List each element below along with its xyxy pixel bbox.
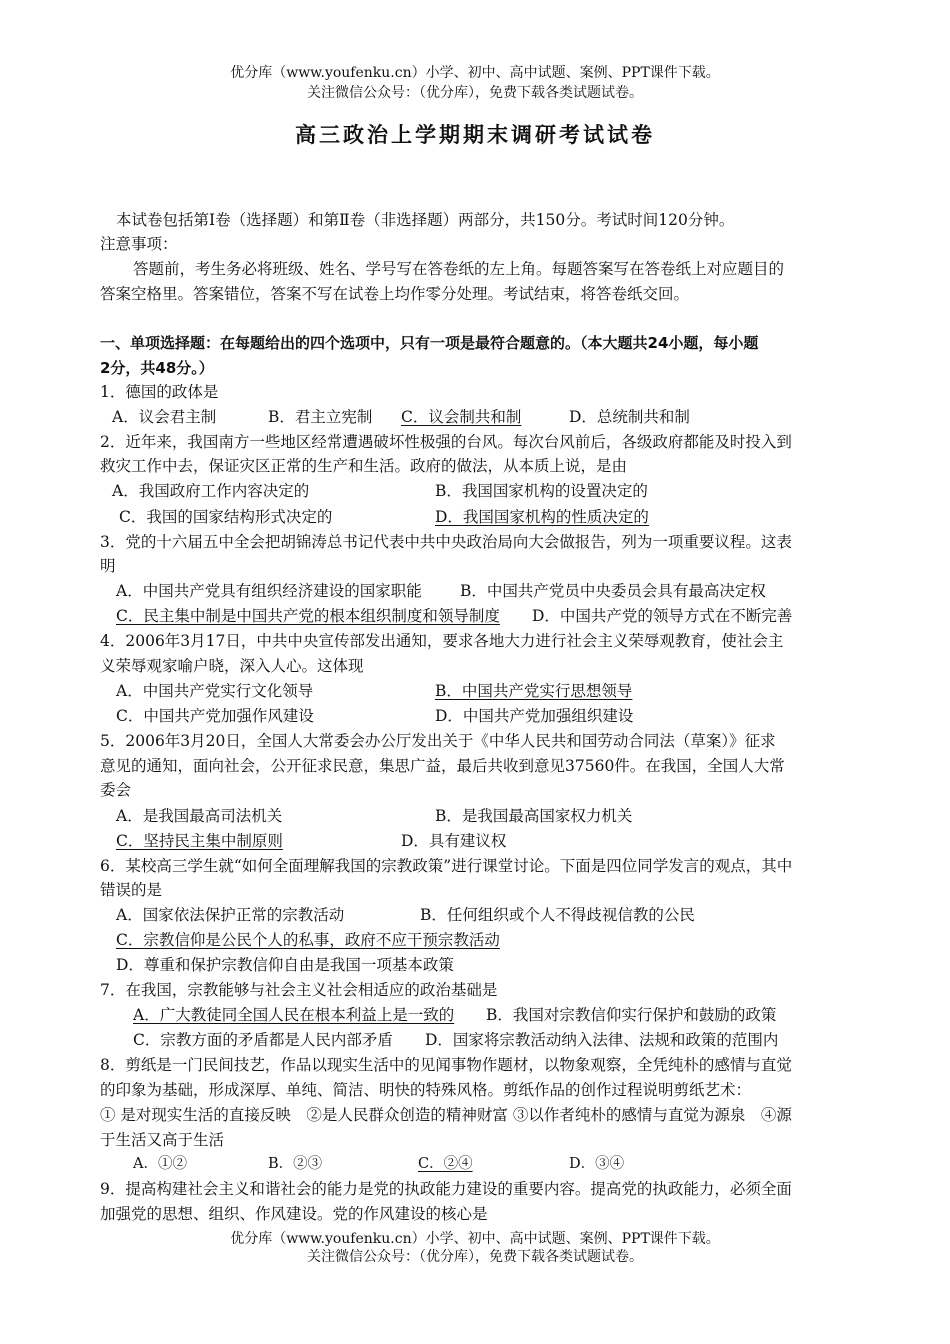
notes-label: 注意事项： [100,235,178,253]
question-1-option-c: C．议会制共和制 [401,408,522,426]
question-2-option-a: A．我国政府工作内容决定的 [112,482,310,500]
page-title: 高三政治上学期期末调研考试试卷 [295,122,655,147]
header-line-1: 优分库（www.youfenku.cn）小学、初中、高中试题、案例、PPT课件下载。 [230,65,720,81]
question-2-option-c: C．我国的国家结构形式决定的 [119,508,333,526]
question-9-stem-1: 9．提高构建社会主义和谐社会的能力是党的执政能力建设的重要内容。提高党的执政能力，必须全面 [100,1180,792,1198]
question-1-option-a: A．议会君主制 [112,408,217,426]
question-7-option-c: C．宗教方面的矛盾都是人民内部矛盾 [133,1031,393,1049]
note-line-2: 答案空格里。答案错位，答案不写在试卷上均作零分处理。考试结束，将答卷纸交回。 [100,285,690,303]
question-3-option-d: D．中国共产党的领导方式在不断完善 [532,607,793,625]
question-8-stem-4: 于生活又高于生活 [100,1131,225,1149]
intro-line: 本试卷包括第Ⅰ卷（选择题）和第Ⅱ卷（非选择题）两部分，共150分。考试时间120分钟。 [116,211,735,229]
question-5-option-a: A．是我国最高司法机关 [116,807,283,825]
question-5-stem-2: 意见的通知，面向社会，公开征求民意，集思广益，最后共收到意见37560件。在我国，全国人大常 [100,757,785,775]
question-1-option-b: B．君主立宪制 [268,408,373,426]
question-4-option-a: A．中国共产党实行文化领导 [116,682,314,700]
footer-line-1: 优分库（www.youfenku.cn）小学、初中、高中试题、案例、PPT课件下载。 [230,1231,720,1247]
question-8-stem-1: 8．剪纸是一门民间技艺，作品以现实生活中的见闻事物作题材，以物象观察，全凭纯朴的感情与直觉 [100,1056,792,1074]
question-6-option-b: B．任何组织或个人不得歧视信教的公民 [420,906,695,924]
header-line-2: 关注微信公众号：（优分库），免费下载各类试题试卷。 [307,85,643,101]
question-1-stem: 1．德国的政体是 [100,383,219,401]
question-4-option-b: B．中国共产党实行思想领导 [435,682,633,700]
question-3-option-a: A．中国共产党具有组织经济建设的国家职能 [116,582,422,600]
question-7-option-a: A．广大教徒同全国人民在根本利益上是一致的 [133,1006,455,1024]
question-5-stem-1: 5．2006年3月20日，全国人大常委会办公厅发出关于《中华人民共和国劳动合同法（草案）》征求 [100,732,776,750]
note-line-1: 答题前，考生务必将班级、姓名、学号写在答卷纸的左上角。每题答案写在答卷纸上对应题目的 [133,260,785,278]
question-6-option-a: A．国家依法保护正常的宗教活动 [116,906,345,924]
footer-line-2: 关注微信公众号：（优分库），免费下载各类试题试卷。 [307,1249,643,1265]
question-4-option-c: C．中国共产党加强作风建设 [116,707,314,725]
question-5-stem-3: 委会 [100,781,132,799]
question-2-stem-2: 救灾工作中去，保证灾区正常的生产和生活。政府的做法，从本质上说，是由 [100,457,628,475]
question-6-option-c: C．宗教信仰是公民个人的私事，政府不应干预宗教活动 [116,931,500,949]
question-4-option-d: D．中国共产党加强组织建设 [435,707,634,725]
question-3-stem-2: 明 [100,557,116,575]
question-2-option-d: D．我国国家机构的性质决定的 [435,508,649,526]
question-4-stem-1: 4．2006年3月17日，中共中央宣传部发出通知，要求各地大力进行社会主义荣辱观教育，使社会主 [100,632,784,650]
question-3-option-c: C．民主集中制是中国共产党的根本组织制度和领导制度 [116,607,500,625]
section-heading-2: 2分，共48分。） [100,359,214,377]
question-9-stem-2: 加强党的思想、组织、作风建设。党的作风建设的核心是 [100,1205,488,1223]
question-5-option-c: C．坚持民主集中制原则 [116,832,283,850]
question-8-option-d: D．③④ [569,1156,625,1172]
question-8-option-c: C．②④ [418,1156,473,1172]
question-5-option-b: B．是我国最高国家权力机关 [435,807,633,825]
question-7-stem: 7．在我国，宗教能够与社会主义社会相适应的政治基础是 [100,981,498,999]
question-8-option-a: A．①② [133,1156,187,1172]
question-3-stem-1: 3．党的十六届五中全会把胡锦涛总书记代表中共中央政治局向大会做报告，列为一项重要议程。这表 [100,533,792,551]
question-6-stem-1: 6．某校高三学生就“如何全面理解我国的宗教政策”进行课堂讨论。下面是四位同学发言的观点，其中 [100,857,793,875]
question-4-stem-2: 义荣辱观家喻户晓，深入人心。这体现 [100,657,364,675]
question-1-option-d: D．总统制共和制 [569,408,690,426]
question-6-option-d: D．尊重和保护宗教信仰自由是我国一项基本政策 [116,956,454,974]
question-3-option-b: B．中国共产党员中央委员会具有最高决定权 [460,582,766,600]
question-8-option-b: B．②③ [268,1156,323,1172]
question-7-option-d: D．国家将宗教活动纳入法律、法规和政策的范围内 [425,1031,779,1049]
question-7-option-b: B．我国对宗教信仰实行保护和鼓励的政策 [486,1006,777,1024]
section-heading-1: 一、单项选择题：在每题给出的四个选项中，只有一项是最符合题意的。（本大题共24小题，每小题 [100,334,759,352]
question-6-stem-2: 错误的是 [100,881,163,899]
question-5-option-d: D．具有建议权 [401,832,507,850]
question-2-stem-1: 2．近年来，我国南方一些地区经常遭遇破坏性极强的台风。每次台风前后，各级政府都能及时投入到 [100,433,792,451]
question-8-stem-2: 的印象为基础，形成深厚、单纯、简洁、明快的特殊风格。剪纸作品的创作过程说明剪纸艺术： [100,1081,752,1099]
question-8-stem-3: ① 是对现实生活的直接反映 ②是人民群众创造的精神财富 ③以作者纯朴的感情与直觉为源泉 ④源 [100,1106,792,1124]
question-2-option-b: B．我国国家机构的设置决定的 [435,482,648,500]
